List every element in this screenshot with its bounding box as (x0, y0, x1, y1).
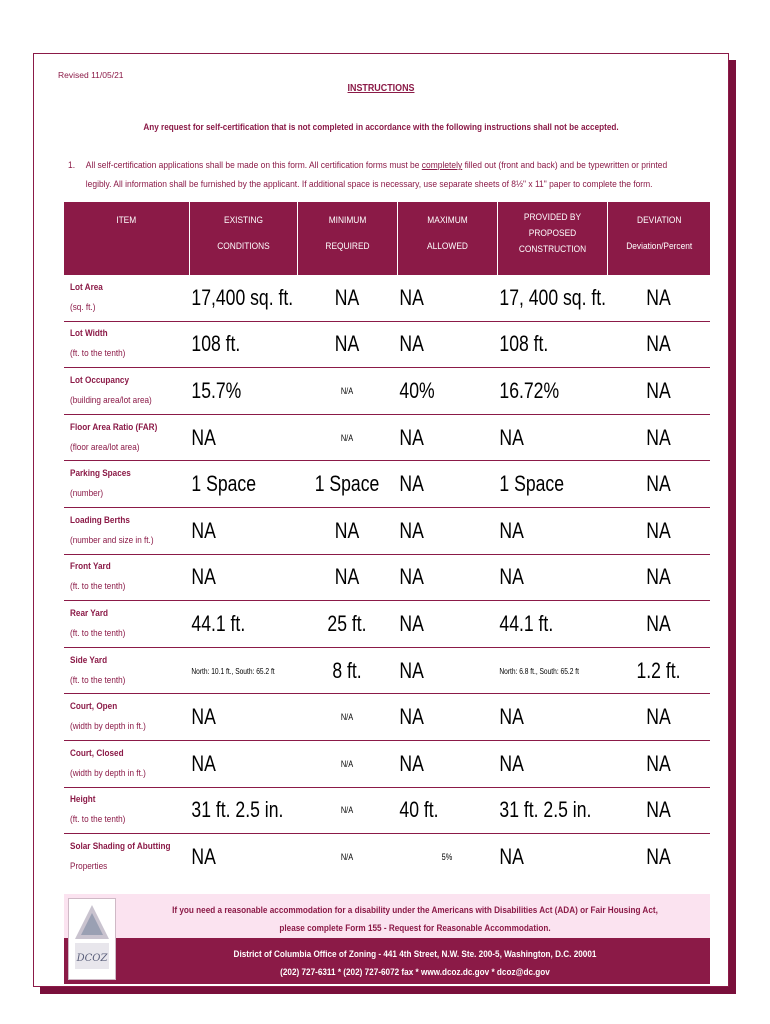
existing-value: NA (191, 517, 216, 543)
table-row (64, 321, 710, 368)
provided-cell (497, 694, 607, 741)
item-unit: Properties (70, 860, 108, 872)
item-name: Rear Yard (70, 607, 109, 619)
maximum-value: 40% (399, 377, 435, 403)
footer (64, 894, 710, 984)
header-deviation: DEVIATION Deviation/Percent (607, 202, 710, 275)
provided-value: NA (499, 517, 524, 543)
deviation-cell (607, 414, 710, 461)
item-name: Lot Area (70, 281, 103, 293)
provided-cell (497, 275, 607, 322)
existing-cell (189, 787, 297, 834)
maximum-value: NA (399, 331, 424, 357)
existing-value: 31 ft. 2.5 in. (191, 797, 284, 823)
deviation-value: NA (646, 424, 671, 450)
table-header-row (64, 202, 710, 275)
item-name: Loading Berths (70, 514, 130, 526)
office-address (165, 946, 666, 982)
maximum-cell (397, 414, 497, 461)
item-unit: (ft. to the tenth) (70, 348, 126, 360)
deviation-cell (607, 275, 710, 322)
existing-cell (189, 507, 297, 554)
form-page (33, 53, 729, 987)
provided-cell (497, 368, 607, 415)
minimum-value: 8 ft. (332, 657, 362, 683)
instruction-underlined: completely (421, 160, 463, 171)
table-row (64, 647, 710, 694)
provided-value: NA (499, 564, 524, 590)
header-existing: EXISTING CONDITIONS (189, 202, 297, 275)
deviation-cell (607, 368, 710, 415)
provided-cell (497, 740, 607, 787)
provided-value: 17, 400 sq. ft. (499, 284, 607, 310)
provided-cell (497, 507, 607, 554)
item-cell (64, 601, 189, 648)
item-unit: (ft. to the tenth) (70, 674, 126, 686)
existing-value: NA (191, 564, 216, 590)
minimum-value: N/A (340, 712, 354, 723)
existing-cell (189, 740, 297, 787)
deviation-value: NA (646, 517, 671, 543)
table-row (64, 275, 710, 322)
minimum-cell (297, 647, 397, 694)
provided-value: North: 6.8 ft., South: 65.2 ft (499, 665, 579, 676)
header-minimum: MINIMUM REQUIRED (297, 202, 397, 275)
item-cell (64, 787, 189, 834)
maximum-value: NA (399, 471, 424, 497)
item-cell (64, 275, 189, 322)
item-cell (64, 694, 189, 741)
item-unit: (ft. to the tenth) (70, 581, 126, 593)
item-name: Parking Spaces (70, 468, 131, 480)
provided-value: 108 ft. (499, 331, 549, 357)
deviation-value: NA (646, 471, 671, 497)
provided-cell (497, 834, 607, 880)
deviation-value: NA (646, 797, 671, 823)
deviation-cell (607, 647, 710, 694)
provided-value: 31 ft. 2.5 in. (499, 797, 592, 823)
item-cell (64, 834, 189, 880)
minimum-value: 1 Space (314, 471, 380, 497)
provided-value: NA (499, 424, 524, 450)
existing-value: North: 10.1 ft., South: 65.2 ft (191, 665, 275, 676)
item-name: Lot Occupancy (70, 374, 130, 386)
deviation-value: NA (646, 610, 671, 636)
provided-value: 16.72% (499, 377, 560, 403)
provided-cell (497, 554, 607, 601)
minimum-cell (297, 787, 397, 834)
maximum-value: NA (399, 657, 424, 683)
existing-cell (189, 461, 297, 508)
existing-cell (189, 601, 297, 648)
minimum-cell (297, 601, 397, 648)
deviation-value: NA (646, 750, 671, 776)
existing-value: NA (191, 424, 216, 450)
maximum-cell (397, 834, 497, 880)
table-body (64, 275, 710, 880)
minimum-cell (297, 368, 397, 415)
deviation-cell (607, 694, 710, 741)
item-name: Front Yard (70, 561, 111, 573)
item-name: Side Yard (70, 654, 108, 666)
minimum-value: N/A (340, 385, 354, 396)
minimum-cell (297, 694, 397, 741)
maximum-value: NA (399, 284, 424, 310)
item-name: Lot Width (70, 328, 108, 340)
provided-value: 44.1 ft. (499, 610, 554, 636)
provided-cell (497, 321, 607, 368)
minimum-value: N/A (340, 758, 354, 769)
existing-value: 1 Space (191, 471, 256, 497)
ada-notice: If you need a reasonable accommodation for a disability under the Americans with Disabilities Act (ADA) or Fair Housing Act, please complete Form 155 - Request for Reasonable Accommodation. (172, 905, 658, 934)
provided-value: NA (499, 704, 524, 730)
minimum-value: N/A (340, 432, 354, 443)
table-row (64, 601, 710, 648)
maximum-cell (397, 461, 497, 508)
deviation-cell (607, 554, 710, 601)
item-cell (64, 414, 189, 461)
maximum-value: NA (399, 517, 424, 543)
item-name: Floor Area Ratio (FAR) (70, 421, 158, 433)
table-row (64, 414, 710, 461)
deviation-cell (607, 601, 710, 648)
table-row (64, 740, 710, 787)
item-cell (64, 554, 189, 601)
item-name: Solar Shading of Abutting (70, 840, 171, 852)
item-unit: (number and size in ft.) (70, 534, 154, 546)
minimum-value: NA (334, 284, 360, 310)
minimum-cell (297, 414, 397, 461)
item-unit: (width by depth in ft.) (70, 767, 146, 779)
zoning-table (64, 202, 710, 880)
item-unit: (width by depth in ft.) (70, 721, 146, 733)
minimum-value: N/A (340, 851, 354, 862)
existing-cell (189, 414, 297, 461)
provided-cell (497, 647, 607, 694)
table-row (64, 461, 710, 508)
maximum-cell (397, 647, 497, 694)
item-unit: (ft. to the tenth) (70, 627, 126, 639)
existing-cell (189, 554, 297, 601)
deviation-cell (607, 787, 710, 834)
deviation-value: NA (646, 331, 671, 357)
item-unit: (ft. to the tenth) (70, 814, 126, 826)
minimum-cell (297, 740, 397, 787)
minimum-cell (297, 554, 397, 601)
existing-cell (189, 368, 297, 415)
maximum-value: NA (399, 610, 424, 636)
existing-value: NA (191, 704, 216, 730)
provided-value: NA (499, 843, 524, 869)
deviation-value: 1.2 ft. (636, 657, 681, 683)
item-cell (64, 321, 189, 368)
existing-cell (189, 694, 297, 741)
table-row (64, 554, 710, 601)
item-cell (64, 461, 189, 508)
item-name: Court, Closed (70, 747, 124, 759)
maximum-value: 5% (441, 851, 453, 862)
minimum-value: N/A (340, 805, 354, 816)
maximum-value: NA (399, 704, 424, 730)
address-line: District of Columbia Office of Zoning - 441 4th Street, N.W. Ste. 200-5, Washington, D.C. 20001 (233, 949, 597, 960)
existing-cell (189, 647, 297, 694)
minimum-value: NA (334, 564, 360, 590)
instruction-number: 1. (68, 160, 76, 171)
item-unit: (floor area/lot area) (70, 441, 140, 453)
minimum-value: NA (334, 517, 360, 543)
item-unit: (number) (70, 488, 104, 500)
existing-value: 108 ft. (191, 331, 241, 357)
revised-date: Revised 11/05/21 (58, 70, 124, 80)
table-row (64, 368, 710, 415)
deviation-value: NA (646, 564, 671, 590)
maximum-cell (397, 554, 497, 601)
maximum-cell (397, 740, 497, 787)
deviation-cell (607, 740, 710, 787)
maximum-cell (397, 507, 497, 554)
header-provided: PROVIDED BY PROPOSED CONSTRUCTION (497, 202, 607, 275)
item-unit: (sq. ft.) (70, 301, 96, 313)
item-name: Court, Open (70, 701, 118, 713)
minimum-cell (297, 275, 397, 322)
minimum-value: NA (334, 331, 360, 357)
provided-value: 1 Space (499, 471, 564, 497)
item-cell (64, 647, 189, 694)
page-title: INSTRUCTIONS (347, 82, 415, 94)
instruction-paragraph (68, 156, 691, 194)
item-cell (64, 740, 189, 787)
item-unit: (building area/lot area) (70, 394, 152, 406)
existing-value: 17,400 sq. ft. (191, 284, 294, 310)
existing-cell (189, 321, 297, 368)
deviation-value: NA (646, 284, 671, 310)
existing-value: NA (191, 750, 216, 776)
minimum-value: 25 ft. (327, 610, 367, 636)
maximum-cell (397, 321, 497, 368)
provided-cell (497, 414, 607, 461)
deviation-cell (607, 321, 710, 368)
existing-value: 15.7% (191, 377, 242, 403)
deviation-value: NA (646, 843, 671, 869)
table-row (64, 834, 710, 880)
item-name: Height (70, 794, 96, 806)
maximum-value: NA (399, 750, 424, 776)
table-row (64, 787, 710, 834)
minimum-cell (297, 461, 397, 508)
provided-value: NA (499, 750, 524, 776)
svg-text:DCOZ: DCOZ (76, 953, 108, 964)
instruction-text-1: All self-certification applications shall be made on this form. All certification forms must be (85, 160, 422, 171)
maximum-cell (397, 694, 497, 741)
instruction-text-2: filled out (front and back) and be typewritten or printed legibly. All information shall be furnished by the applicant. If additional space is necessary, use separate sheets of 8½" x 11" paper to complete the form. (85, 160, 668, 190)
header-maximum: MAXIMUM ALLOWED (397, 202, 497, 275)
deviation-value: NA (646, 377, 671, 403)
maximum-cell (397, 601, 497, 648)
deviation-cell (607, 461, 710, 508)
existing-cell (189, 275, 297, 322)
deviation-cell (607, 834, 710, 880)
item-cell (64, 507, 189, 554)
table-row (64, 694, 710, 741)
warning-text: Any request for self-certification that is not completed in accordance with the following instructions shall not be accepted. (143, 122, 619, 133)
minimum-cell (297, 834, 397, 880)
provided-cell (497, 787, 607, 834)
maximum-value: NA (399, 564, 424, 590)
existing-cell (189, 834, 297, 880)
contact-line: (202) 727-6311 * (202) 727-6072 fax * www.dcoz.dc.gov * dcoz@dc.gov (280, 967, 550, 978)
minimum-cell (297, 507, 397, 554)
dcoz-logo (68, 898, 116, 980)
deviation-cell (607, 507, 710, 554)
existing-value: 44.1 ft. (191, 610, 246, 636)
minimum-cell (297, 321, 397, 368)
deviation-value: NA (646, 704, 671, 730)
table-row (64, 507, 710, 554)
header-item: ITEM (64, 202, 189, 275)
existing-value: NA (191, 843, 216, 869)
maximum-value: 40 ft. (399, 797, 439, 823)
maximum-value: NA (399, 424, 424, 450)
provided-cell (497, 461, 607, 508)
provided-cell (497, 601, 607, 648)
maximum-cell (397, 787, 497, 834)
maximum-cell (397, 368, 497, 415)
item-cell (64, 368, 189, 415)
maximum-cell (397, 275, 497, 322)
